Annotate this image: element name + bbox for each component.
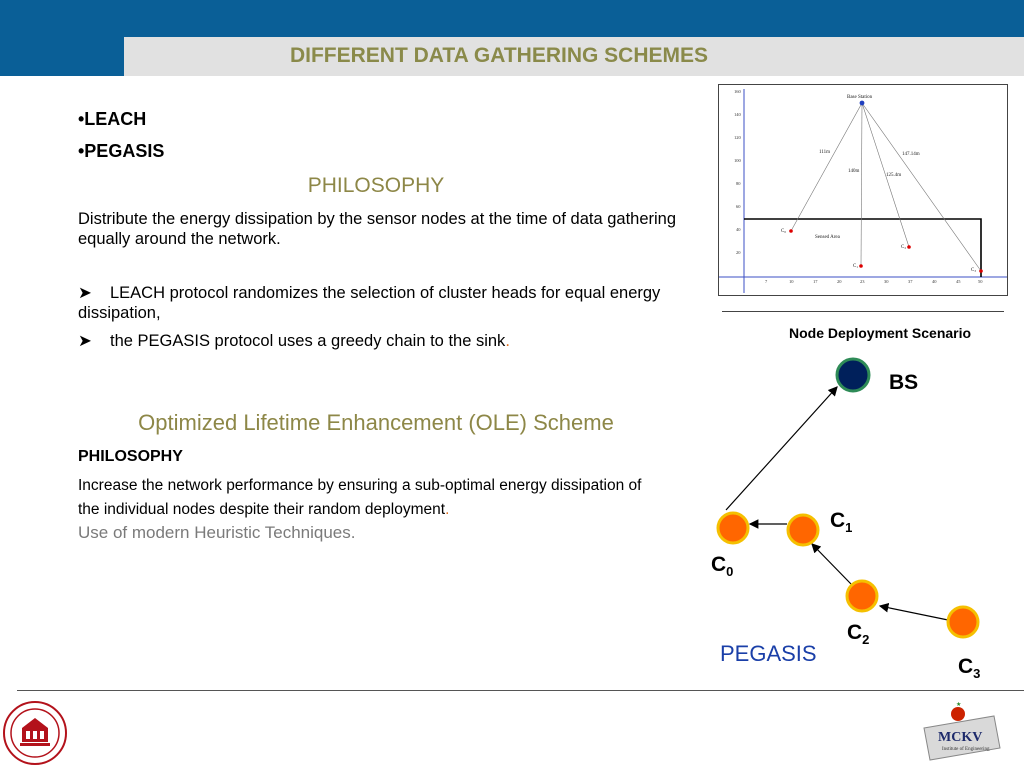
c3-label: $C_3$ — [958, 655, 981, 682]
x-tick: 45 — [956, 279, 961, 284]
node-c2-point — [907, 245, 911, 249]
bullet-pegasis: •PEGASIS — [78, 141, 165, 161]
y-tick: 100 — [734, 158, 741, 163]
footer-rule — [17, 690, 1024, 691]
arrow-bullet-icon: ➤ — [78, 284, 92, 302]
point-leach — [78, 283, 678, 323]
c3-node — [948, 607, 978, 637]
sensed-area-label: Sensed Area — [815, 235, 840, 240]
ole-text-body: Increase the network performance by ensuring a sub-optimal energy dissipation of the individual nodes despite their random deployment — [78, 477, 642, 518]
figure-rule — [722, 311, 1004, 312]
x-tick: 30 — [884, 279, 889, 284]
slide-title: DIFFERENT DATA GATHERING SCHEMES — [289, 44, 709, 67]
x-tick: 7 — [765, 279, 768, 284]
c1-label: $C_1$ — [830, 509, 853, 536]
x-tick: 10 — [789, 279, 794, 284]
base-station-point — [860, 101, 865, 106]
point-pegasis-text: the PEGASIS protocol uses a greedy chain to the sink — [110, 332, 506, 350]
x-tick: 20 — [837, 279, 842, 284]
ole-heading: Optimized Lifetime Enhancement (OLE) Scheme — [138, 410, 614, 435]
y-tick: 20 — [736, 250, 741, 255]
point-leach-text: LEACH protocol randomizes the selection of cluster heads for equal energy dissipation, — [78, 284, 661, 322]
node-label: C₂ — [901, 245, 907, 250]
sensed-area-boundary — [744, 219, 981, 277]
x-tick: 50 — [978, 279, 983, 284]
bs-label: BS — [889, 371, 919, 394]
c1-node — [788, 515, 818, 545]
bs-node — [837, 359, 869, 391]
deployment-figure — [718, 84, 1008, 296]
ole-philosophy-label: PHILOSOPHY — [78, 448, 183, 465]
point-pegasis — [78, 331, 678, 351]
x-tick: 23 — [860, 279, 865, 284]
mckv-logo-text: MCKV — [938, 730, 983, 745]
point-suffix: . — [505, 332, 510, 350]
ole-text-suffix: . — [445, 501, 450, 518]
arrow-c3-to-c2 — [880, 606, 948, 620]
base-station-label: Base Station — [847, 95, 873, 100]
ole-text — [78, 474, 658, 522]
distance-lines — [791, 103, 981, 271]
distance-label: 140m — [848, 169, 860, 174]
deployment-plot — [719, 85, 1007, 295]
c0-label: $C_0$ — [711, 553, 734, 580]
node-c3-point — [979, 269, 983, 273]
mckv-logo-subtext: Institute of Engineering — [942, 747, 990, 752]
y-tick: 160 — [734, 89, 741, 94]
y-tick: 40 — [736, 227, 741, 232]
c2-node — [847, 581, 877, 611]
x-tick: 37 — [908, 279, 913, 284]
figure-caption: Node Deployment Scenario — [789, 325, 972, 341]
svg-text:★: ★ — [956, 702, 962, 708]
pegasis-label: PEGASIS — [720, 641, 817, 666]
node-label: C₀ — [781, 229, 787, 234]
philosophy-text: Distribute the energy dissipation by the sensor nodes at the time of data gathering equally around the network. — [78, 210, 677, 248]
y-tick: 60 — [736, 204, 741, 209]
node-label: C₁ — [853, 264, 859, 269]
college-seal-logo — [2, 700, 68, 766]
node-c1-point — [859, 264, 863, 268]
ole-heuristic-note: Use of modern Heuristic Techniques. — [78, 523, 356, 542]
distance-label: 111m — [819, 150, 831, 155]
distance-label: 147.14m — [902, 152, 920, 157]
node-label: C₃ — [971, 268, 977, 273]
c2-label: $C_2$ — [847, 621, 870, 648]
node-c0-point — [789, 229, 793, 233]
arrow-c0-to-bs — [726, 387, 837, 510]
mckv-logo — [920, 702, 1004, 764]
c0-node — [718, 513, 748, 543]
distance-label: 125.4m — [886, 173, 902, 178]
arrow-bullet-icon: ➤ — [78, 332, 92, 350]
bullet-leach: •LEACH — [78, 109, 147, 129]
philosophy-heading: PHILOSOPHY — [307, 174, 445, 197]
arrow-c2-to-c1 — [812, 544, 851, 584]
x-tick: 40 — [932, 279, 937, 284]
x-tick: 17 — [813, 279, 818, 284]
y-tick: 120 — [734, 135, 741, 140]
y-tick: 140 — [734, 112, 741, 117]
y-tick: 80 — [736, 181, 741, 186]
